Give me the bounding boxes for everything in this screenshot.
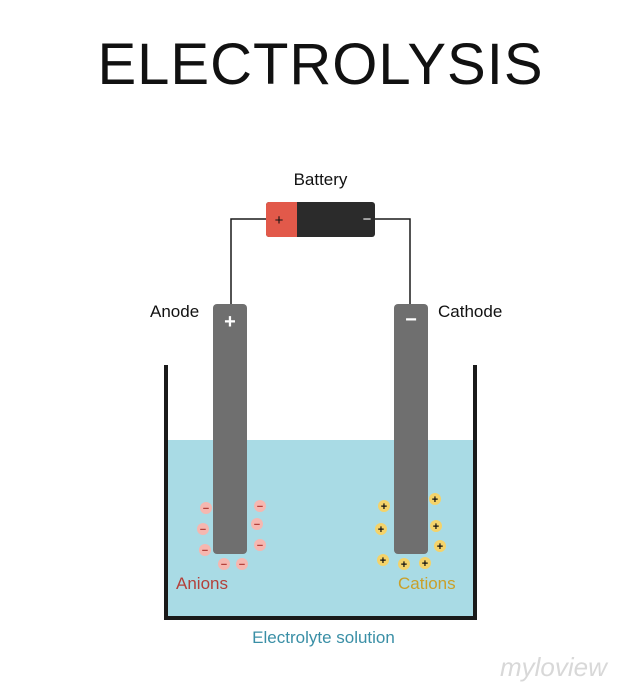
svg-text:−: − xyxy=(238,559,246,571)
anions-label: Anions xyxy=(176,574,228,593)
svg-text:−: − xyxy=(220,559,228,571)
svg-text:+: + xyxy=(400,559,408,571)
cathode-electrode xyxy=(394,304,428,554)
svg-text:+: + xyxy=(431,494,439,506)
anode-symbol: + xyxy=(224,311,236,333)
anode-electrode xyxy=(213,304,247,554)
anode-label: Anode xyxy=(150,302,200,321)
cathode-label: Cathode xyxy=(438,302,503,321)
page-title: ELECTROLYSIS xyxy=(97,32,544,97)
battery-label: Battery xyxy=(293,170,348,189)
cathode-wire xyxy=(375,219,410,304)
svg-text:−: − xyxy=(253,519,261,531)
svg-text:−: − xyxy=(201,545,209,557)
svg-text:+: + xyxy=(421,558,429,570)
cations-label: Cations xyxy=(398,574,456,593)
svg-text:+: + xyxy=(436,541,444,553)
anode-wire xyxy=(231,219,266,304)
battery-negative-symbol: − xyxy=(362,211,372,228)
battery xyxy=(266,202,375,237)
svg-text:−: − xyxy=(256,540,264,552)
svg-text:+: + xyxy=(379,555,387,567)
svg-text:+: + xyxy=(380,501,388,513)
svg-text:+: + xyxy=(377,524,385,536)
watermark: myloview xyxy=(500,652,607,682)
svg-text:−: − xyxy=(199,524,207,536)
battery-positive-symbol: + xyxy=(274,212,284,229)
cathode-symbol: − xyxy=(405,309,417,331)
electrolyte-label: Electrolyte solution xyxy=(252,628,395,647)
svg-text:−: − xyxy=(256,501,264,513)
svg-text:+: + xyxy=(432,521,440,533)
svg-text:−: − xyxy=(202,503,210,515)
